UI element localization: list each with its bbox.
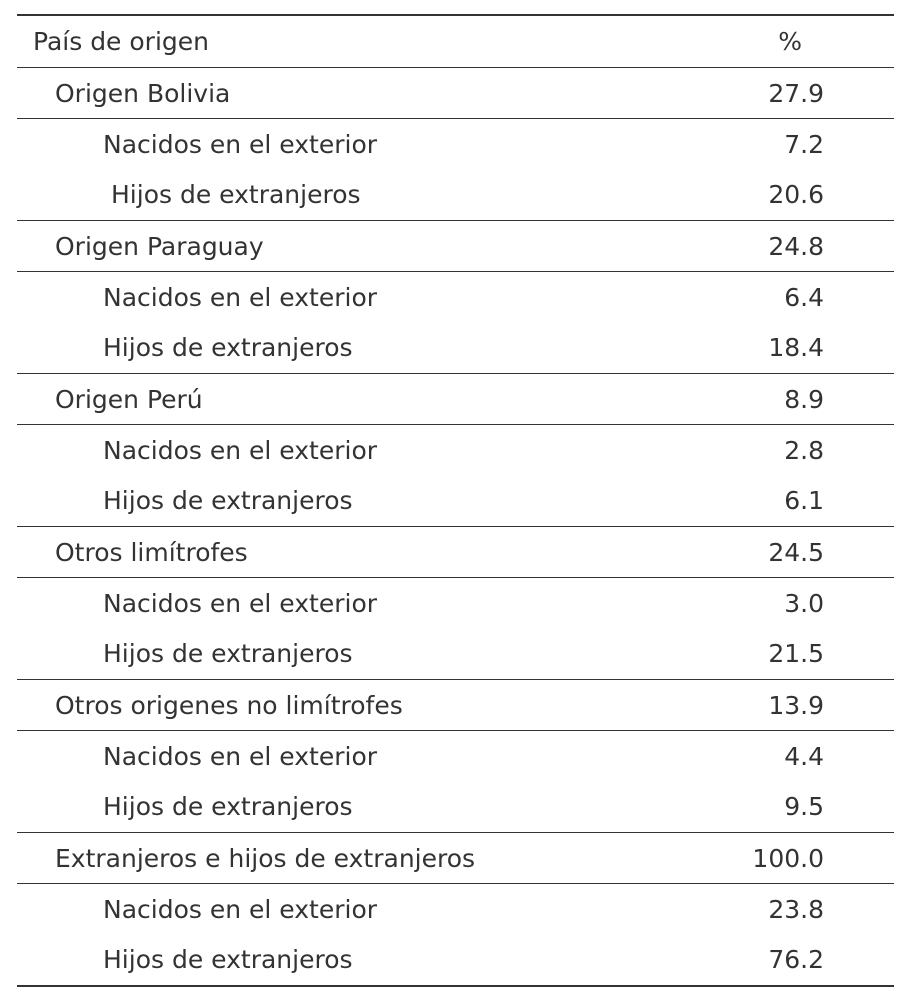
group-value: 8.9 <box>784 385 824 414</box>
row-label: Hijos de extranjeros <box>103 333 353 362</box>
table-row <box>17 730 894 781</box>
row-label: Hijos de extranjeros <box>103 792 353 821</box>
group-value: 24.8 <box>768 232 824 261</box>
table-row <box>17 322 894 373</box>
group-row <box>17 832 894 883</box>
table-row <box>17 628 894 679</box>
header-percent: % <box>778 27 802 56</box>
row-label: Nacidos en el exterior <box>103 283 378 312</box>
data-table <box>17 14 894 987</box>
table-row <box>17 271 894 322</box>
row-value: 20.6 <box>768 180 824 209</box>
row-label: Nacidos en el exterior <box>103 895 378 924</box>
row-value: 18.4 <box>768 333 824 362</box>
header-country: País de origen <box>33 27 210 56</box>
row-value: 2.8 <box>784 436 824 465</box>
row-value: 23.8 <box>768 895 824 924</box>
group-row <box>17 220 894 271</box>
group-label: Origen Perú <box>55 385 203 414</box>
row-label: Nacidos en el exterior <box>103 589 378 618</box>
row-label: Nacidos en el exterior <box>103 436 378 465</box>
row-label: Hijos de extranjeros <box>103 486 353 515</box>
row-value: 6.4 <box>784 283 824 312</box>
row-value: 6.1 <box>784 486 824 515</box>
group-label: Origen Paraguay <box>55 232 264 261</box>
table-row <box>17 577 894 628</box>
row-label: Nacidos en el exterior <box>103 130 378 159</box>
group-row <box>17 526 894 577</box>
table-header-row <box>17 16 894 67</box>
table-row <box>17 781 894 832</box>
row-value: 76.2 <box>768 945 824 974</box>
group-label: Otros limítrofes <box>55 538 248 567</box>
row-value: 21.5 <box>768 639 824 668</box>
table-row <box>17 169 894 220</box>
table-row <box>17 934 894 985</box>
row-value: 7.2 <box>784 130 824 159</box>
row-label: Hijos de extranjeros <box>103 639 353 668</box>
group-row <box>17 373 894 424</box>
group-value: 24.5 <box>768 538 824 567</box>
row-label: Hijos de extranjeros <box>111 180 361 209</box>
table-row <box>17 118 894 169</box>
group-row <box>17 67 894 118</box>
table-row <box>17 424 894 475</box>
row-value: 4.4 <box>784 742 824 771</box>
row-value: 3.0 <box>784 589 824 618</box>
row-value: 9.5 <box>784 792 824 821</box>
group-value: 13.9 <box>768 691 824 720</box>
group-label: Otros origenes no limítrofes <box>55 691 403 720</box>
group-row <box>17 679 894 730</box>
row-label: Nacidos en el exterior <box>103 742 378 771</box>
row-label: Hijos de extranjeros <box>103 945 353 974</box>
table-row <box>17 883 894 934</box>
group-label: Extranjeros e hijos de extranjeros <box>55 844 476 873</box>
table-row <box>17 475 894 526</box>
group-value: 100.0 <box>752 844 824 873</box>
group-label: Origen Bolivia <box>55 79 231 108</box>
group-value: 27.9 <box>768 79 824 108</box>
